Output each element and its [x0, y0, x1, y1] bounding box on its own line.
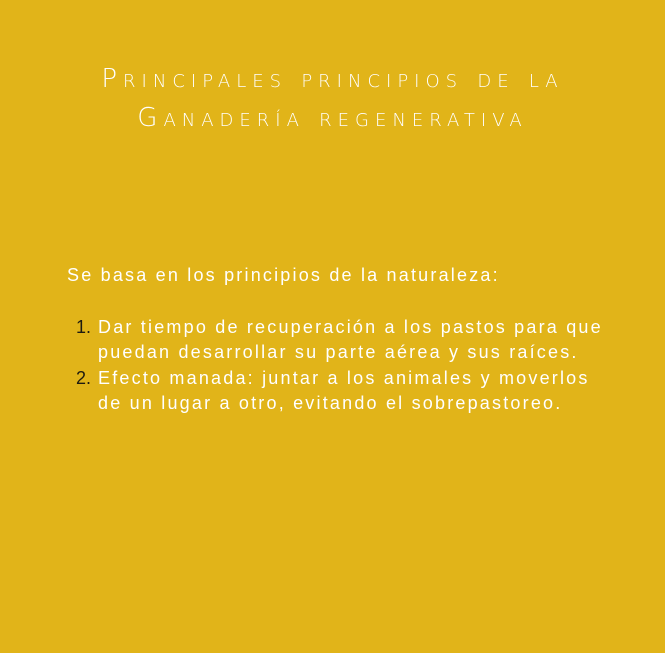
- list-item-number: 1.: [76, 316, 92, 337]
- intro-text: Se basa en los principios de la naturaleza:: [67, 265, 500, 285]
- slide-title: [0, 60, 665, 138]
- slide-title-line-2: Ganadería regenerativa: [137, 103, 528, 133]
- slide-content: [67, 263, 607, 417]
- list-item: [67, 366, 607, 417]
- list-item-text: Efecto manada: juntar a los animales y moverlos de un lugar a otro, evitando el sobrepastoreo.: [98, 367, 590, 413]
- principles-list: [67, 315, 607, 417]
- list-item-text: Dar tiempo de recuperación a los pastos para que puedan desarrollar su parte aérea y sus raíces.: [98, 316, 603, 362]
- slide-title-line-1: Principales principios de la: [101, 64, 564, 94]
- list-item-number: 2.: [76, 367, 92, 388]
- list-item: [67, 315, 607, 366]
